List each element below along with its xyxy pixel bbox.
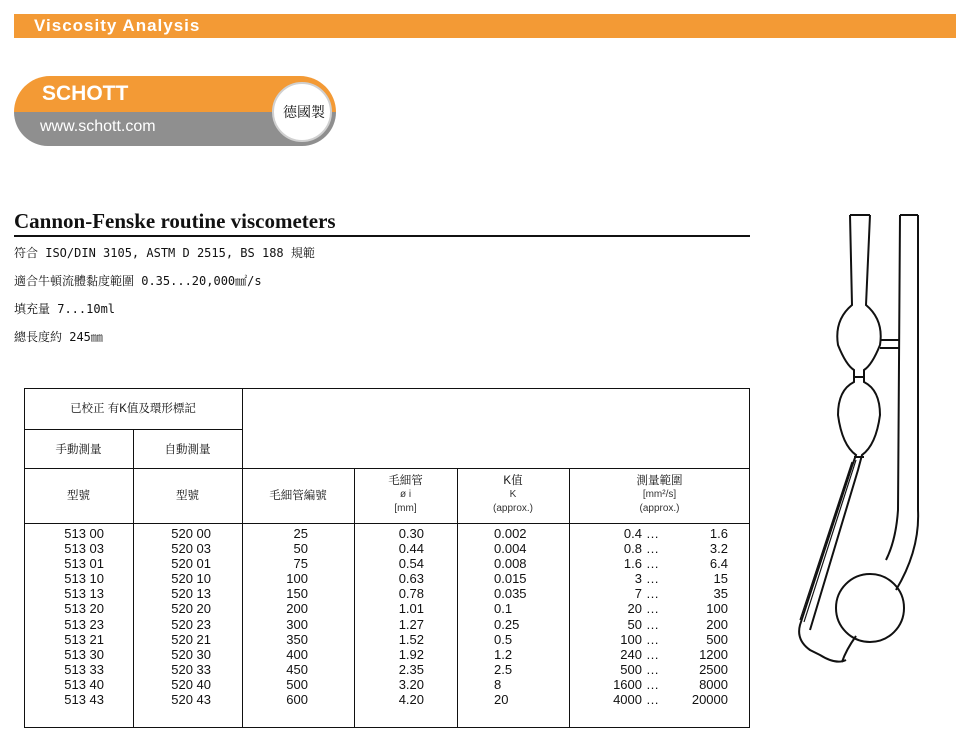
cell-auto-model: 520 40 — [171, 676, 211, 692]
column-range-sep — [646, 526, 666, 707]
cell-diameter: 0.63 — [398, 571, 424, 587]
document-title: Cannon-Fenske routine viscometers — [14, 209, 336, 233]
cell-diameter: 4.20 — [398, 692, 424, 708]
cell-k: 0.5 — [494, 631, 513, 647]
cell-range-min: 240 — [620, 646, 642, 662]
cell-manual-model: 513 43 — [64, 692, 104, 708]
cell-k: 0.002 — [494, 526, 527, 541]
cell-k: 0.004 — [494, 541, 527, 557]
cell-range-min: 50 — [627, 616, 642, 632]
cell-auto-model: 520 13 — [171, 586, 211, 602]
cell-diameter: 1.52 — [398, 631, 424, 647]
cell-auto-model: 520 01 — [171, 556, 211, 572]
cell-manual-model: 513 20 — [64, 601, 104, 617]
cell-range-sep: … — [646, 526, 659, 541]
cell-auto-model: 520 23 — [171, 616, 211, 632]
cell-range-min: 1600 — [613, 676, 642, 692]
header-diameter-unit: [mm] — [394, 503, 417, 514]
column-range-max — [668, 526, 728, 707]
cell-k: 0.015 — [494, 571, 527, 587]
header-range — [569, 474, 750, 516]
cell-manual-model: 513 10 — [64, 571, 104, 587]
header-k-title: K值 — [503, 475, 523, 487]
cell-auto-model: 520 33 — [171, 661, 211, 677]
cell-capillary-no: 500 — [286, 676, 308, 692]
cell-k: 0.008 — [494, 556, 527, 572]
header-model-auto: 型號 — [176, 490, 199, 502]
cell-range-min: 0.4 — [623, 526, 642, 541]
cell-capillary-no: 100 — [286, 571, 308, 587]
cell-range-sep: … — [646, 616, 659, 632]
cell-manual-model: 513 03 — [64, 541, 104, 557]
cell-diameter: 2.35 — [398, 661, 424, 677]
cell-range-sep: … — [646, 556, 659, 572]
cell-capillary-no: 200 — [286, 601, 308, 617]
origin-seal — [272, 82, 332, 142]
spec-viscosity-range: 適合牛頓流體黏度範圍 0.35...20,000㎟/s — [14, 274, 262, 288]
cell-capillary-no: 25 — [293, 526, 308, 541]
viscometer-tube-icon — [786, 210, 936, 670]
cell-diameter: 1.01 — [398, 601, 424, 617]
cell-capillary-no: 75 — [293, 556, 308, 572]
cell-range-min: 20 — [627, 601, 642, 617]
cell-range-min: 100 — [620, 631, 642, 647]
section-title: Viscosity Analysis — [34, 16, 201, 35]
column-manual-model — [24, 526, 104, 707]
header-model-manual: 型號 — [67, 490, 90, 502]
cell-diameter: 0.78 — [398, 586, 424, 602]
cell-range-sep: … — [646, 586, 659, 602]
column-k — [494, 526, 554, 707]
cell-capillary-no: 600 — [286, 692, 308, 708]
spec-standards: 符合 ISO/DIN 3105, ASTM D 2515, BS 188 規範 — [14, 246, 315, 260]
cell-manual-model: 513 40 — [64, 676, 104, 692]
header-calibrated: 已校正 有K值及環形標記 — [70, 403, 196, 415]
origin-label: 德國製 — [283, 104, 325, 120]
cell-range-sep: … — [646, 541, 659, 557]
header-diameter-title: 毛細管 — [388, 475, 423, 487]
header-range-unit: [mm²/s] — [642, 489, 677, 500]
cell-range-max: 15 — [713, 571, 728, 587]
cell-range-max: 200 — [706, 616, 728, 632]
cell-auto-model: 520 03 — [171, 541, 211, 557]
cell-manual-model: 513 00 — [64, 526, 104, 541]
cell-range-max: 100 — [706, 601, 728, 617]
column-auto-model — [133, 526, 211, 707]
header-range-title: 測量範圍 — [636, 475, 683, 487]
cell-range-min: 7 — [634, 586, 642, 602]
cell-k: 2.5 — [494, 661, 513, 677]
header-auto: 自動測量 — [164, 444, 211, 456]
cell-range-sep: … — [646, 646, 659, 662]
cell-range-max: 2500 — [699, 661, 728, 677]
cell-diameter: 0.30 — [398, 526, 424, 541]
header-range-note: (approx.) — [639, 503, 680, 514]
cell-k: 0.1 — [494, 601, 513, 617]
cell-capillary-no: 300 — [286, 616, 308, 632]
cell-range-sep: … — [646, 692, 659, 708]
cell-manual-model: 513 21 — [64, 631, 104, 647]
cell-range-max: 1.6 — [709, 526, 728, 541]
cell-manual-model: 513 33 — [64, 661, 104, 677]
column-diameter — [354, 526, 424, 707]
cell-range-min: 0.8 — [623, 541, 642, 557]
cell-diameter: 3.20 — [398, 676, 424, 692]
cell-auto-model: 520 00 — [171, 526, 211, 541]
cell-capillary-no: 350 — [286, 631, 308, 647]
cell-diameter: 0.54 — [398, 556, 424, 572]
cell-manual-model: 513 01 — [64, 556, 104, 572]
cell-manual-model: 513 30 — [64, 646, 104, 662]
cell-diameter: 0.44 — [398, 541, 424, 557]
cell-range-max: 20000 — [691, 692, 728, 708]
cell-range-max: 3.2 — [709, 541, 728, 557]
brand-url: www.schott.com — [40, 118, 156, 135]
cell-capillary-no: 50 — [293, 541, 308, 557]
schott-logo-badge — [14, 76, 336, 146]
cell-k: 0.25 — [494, 616, 520, 632]
cell-capillary-no: 150 — [286, 586, 308, 602]
cell-k: 20 — [494, 692, 509, 708]
header-k-note: (approx.) — [492, 503, 533, 514]
cell-auto-model: 520 21 — [171, 631, 211, 647]
cell-range-max: 8000 — [699, 676, 728, 692]
cell-capillary-no: 450 — [286, 661, 308, 677]
cell-manual-model: 513 23 — [64, 616, 104, 632]
cell-k: 8 — [494, 676, 502, 692]
cell-diameter: 1.92 — [398, 646, 424, 662]
column-capillary-no — [242, 526, 308, 707]
cell-auto-model: 520 20 — [171, 601, 211, 617]
cell-diameter: 1.27 — [398, 616, 424, 632]
header-k-symbol: K — [509, 489, 517, 500]
cell-manual-model: 513 13 — [64, 586, 104, 602]
cell-range-min: 1.6 — [623, 556, 642, 572]
cell-range-max: 500 — [706, 631, 728, 647]
cell-auto-model: 520 43 — [171, 692, 211, 708]
section-header-bar — [14, 14, 956, 38]
cell-capillary-no: 400 — [286, 646, 308, 662]
cell-range-sep: … — [646, 676, 659, 692]
cell-range-sep: … — [646, 601, 659, 617]
cell-auto-model: 520 30 — [171, 646, 211, 662]
cell-range-min: 500 — [620, 661, 642, 677]
header-k — [457, 474, 569, 516]
cell-range-max: 35 — [713, 586, 728, 602]
cell-range-min: 3 — [634, 571, 642, 587]
cell-auto-model: 520 10 — [171, 571, 211, 587]
cell-range-sep: … — [646, 631, 659, 647]
cell-range-max: 6.4 — [709, 556, 728, 572]
header-diameter — [354, 474, 457, 516]
header-capillary-no: 毛細管編號 — [269, 490, 327, 502]
title-underline — [14, 235, 750, 237]
cell-range-sep: … — [646, 661, 659, 677]
header-manual: 手動測量 — [55, 444, 102, 456]
cell-k: 1.2 — [494, 646, 513, 662]
cell-range-min: 4000 — [613, 692, 642, 708]
cell-range-sep: … — [646, 571, 659, 587]
header-diameter-symbol: ø i — [399, 489, 412, 500]
spec-total-length: 總長度約 245㎜ — [14, 330, 103, 344]
brand-name: SCHOTT — [42, 82, 129, 105]
spec-fill-volume: 填充量 7...10ml — [14, 302, 116, 316]
column-range-min — [590, 526, 642, 707]
cell-k: 0.035 — [494, 586, 527, 602]
cell-range-max: 1200 — [699, 646, 728, 662]
